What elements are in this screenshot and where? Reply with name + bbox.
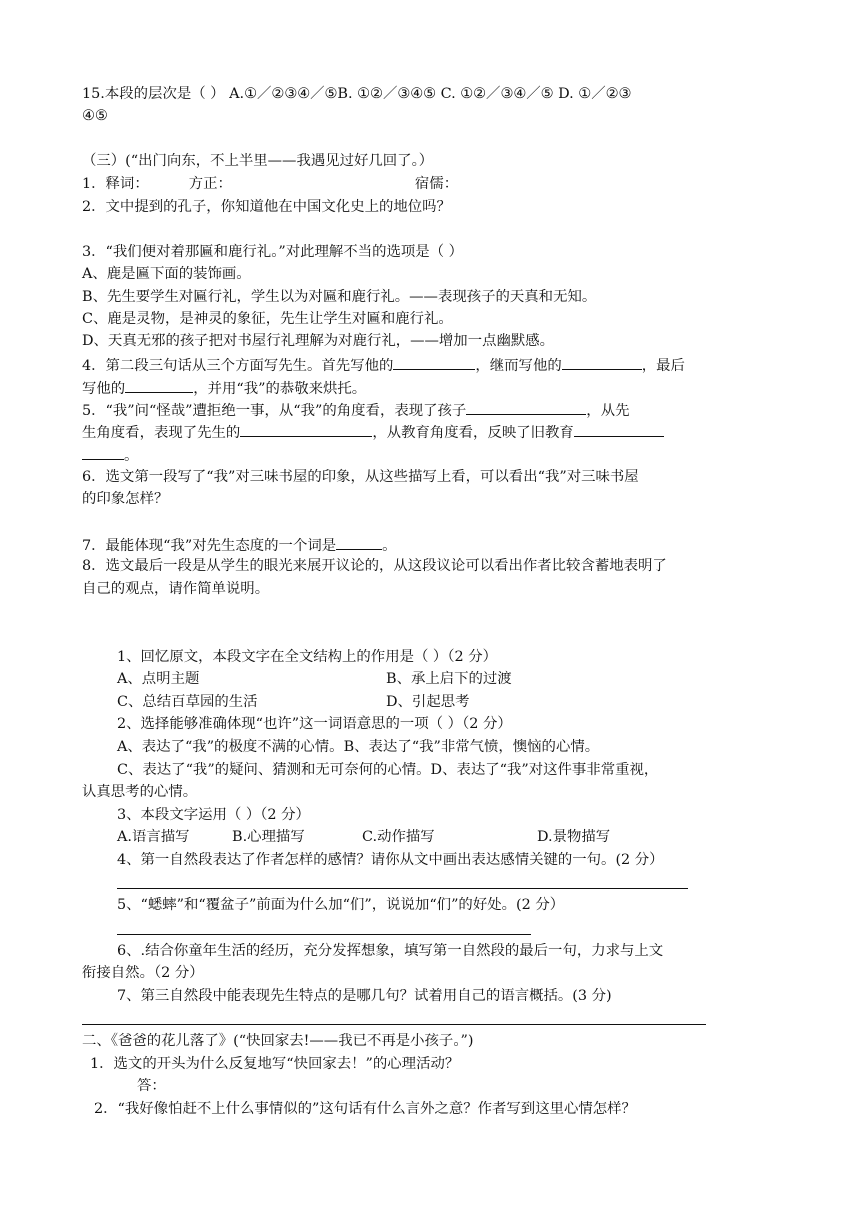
sb-q2-opt-ab: A、表达了“我”的极度不满的心情。B、表达了“我”非常气愤，懊恼的心情。 (117, 739, 600, 755)
sb-q1-opt-d: D、引起思考 (386, 694, 470, 710)
section3-q4-line2 (82, 377, 366, 399)
sb-q2-opt-cd-line1: C、表达了“我”的疑问、猜测和无可奈何的心情。D、表达了“我”对这件事非常重视， (117, 762, 659, 778)
q4-text-a: 4．第二段三句话从三个方面写先生。首先写他的 (82, 358, 394, 374)
q4-blank-3[interactable] (125, 377, 193, 393)
section3-q6-line2: 的印象怎样？ (82, 491, 169, 507)
section3-q4-line1 (82, 354, 685, 376)
q5-blank-2[interactable] (240, 421, 372, 437)
q5-text-c: 生角度看，表现了先生的 (82, 425, 241, 441)
q1-label: 1．释词： (82, 176, 149, 192)
q5-blank-1[interactable] (466, 399, 586, 415)
q1-term1: 方正： (188, 176, 232, 192)
sb-q1-opt-a: A、点明主题 (117, 671, 200, 687)
section2-q2: 2．“我好像怕赶不上什么事情似的”这句话有什么言外之意？作者写到这里心情怎样？ (94, 1101, 636, 1117)
q3-option-d: D、天真无邪的孩子把对书屋行礼理解为对鹿行礼，——增加一点幽默感。 (82, 333, 555, 349)
q5-text-a: 5．“我”问“怪哉”遭拒绝一事，从“我”的角度看，表现了孩子 (82, 403, 467, 419)
section3-q2: 2．文中提到的孔子，你知道他在中国文化史上的地位吗？ (82, 199, 451, 215)
q5-text-e: 。 (124, 448, 139, 464)
sb-q3: 3、本段文字运用（ ）（2 分） (117, 807, 310, 823)
section3-q3: 3．“我们便对着那匾和鹿行礼。”对此理解不当的选项是（ ） (82, 244, 464, 260)
q15-line1: 15.本段的层次是（ ） A.①／②③④／⑤B. ①②／③④⑤ C. ①②／③④／⑤ D. ①／②③ (82, 86, 632, 102)
q5-blank-3-cont[interactable] (82, 444, 124, 460)
sb-q1: 1、回忆原文，本段文字在全文结构上的作用是（ ）（2 分） (117, 649, 498, 665)
section3-q8-line1: 8．选文最后一段是从学生的眼光来展开议论的，从这段议论可以看出作者比较含蓄地表明了 (82, 558, 667, 574)
section3-q1 (82, 174, 458, 194)
sb-q2-opt-cd-line2: 认真思考的心情。 (82, 784, 198, 800)
sb-q6-line1: 6、.结合你童年生活的经历，充分发挥想象，填写第一自然段的最后一句，力求与上文 (117, 943, 664, 959)
q4-text-e: ，并用“我”的恭敬来烘托。 (193, 381, 367, 397)
sb-q7: 7、第三自然段中能表现先生特点的是哪几句？试着用自己的语言概括。(3 分) (117, 988, 612, 1004)
sb-q7-answer-line[interactable] (82, 1024, 706, 1025)
section3-q8-line2: 自己的观点，请作简单说明。 (82, 581, 270, 597)
sb-q2: 2、选择能够准确体现“也许”这一词语意思的一项（ ）（2 分） (117, 716, 512, 732)
section3-q5-line1 (82, 399, 629, 421)
section3-q7 (82, 534, 397, 556)
q3-option-b: B、先生要学生对匾行礼，学生以为对匾和鹿行礼。——表现孩子的天真和无知。 (82, 289, 597, 305)
section3-q5-line3 (82, 444, 138, 466)
q1-term2: 宿儒： (414, 176, 459, 192)
q4-blank-1[interactable] (393, 354, 475, 370)
sb-q6-line2: 衔接自然。（2 分） (82, 965, 204, 981)
section2-heading: 二、《爸爸的花儿落了》(“快回家去!——我已不再是小孩子。”) (82, 1033, 474, 1049)
q7-blank[interactable] (336, 534, 382, 550)
q4-text-c: ，最后 (641, 358, 685, 374)
q4-blank-2[interactable] (562, 354, 642, 370)
section3-q5-line2 (82, 421, 664, 443)
q7-text-b: 。 (382, 538, 397, 554)
sb-q5-answer-line[interactable] (117, 934, 531, 935)
q5-text-d: ，从教育角度看，反映了旧教育 (372, 425, 574, 441)
sb-q1-opt-c: C、总结百草园的生活 (117, 694, 258, 710)
q4-text-d: 写他的 (82, 381, 126, 397)
sb-q3-opt-d: D.景物描写 (537, 829, 611, 845)
sb-q1-opt-b: B、承上启下的过渡 (386, 671, 512, 687)
sb-q3-opt-c: C.动作描写 (362, 829, 435, 845)
q5-text-b: ，从先 (586, 403, 630, 419)
q3-option-c: C、鹿是灵物，是神灵的象征，先生让学生对匾和鹿行礼。 (82, 311, 453, 327)
q7-text-a: 7．最能体现“我”对先生态度的一个词是 (82, 538, 337, 554)
sb-q4: 4、第一自然段表达了作者怎样的感情？请你从文中画出表达感情关键的一句。(2 分） (117, 852, 664, 868)
q3-option-a: A、鹿是匾下面的装饰画。 (82, 266, 251, 282)
sb-q4-answer-line[interactable] (117, 888, 688, 889)
section2-answer-label: 答： (137, 1078, 166, 1094)
section3-heading: （三）(“出门向东，不上半里——我遇见过好几回了。） (82, 153, 434, 169)
section2-q1: 1．选文的开头为什么反复地写“快回家去！”的心理活动？ (90, 1056, 460, 1072)
q4-text-b: ，继而写他的 (475, 358, 562, 374)
section3-q6-line1: 6．选文第一段写了“我”对三味书屋的印象，从这些描写上看，可以看出“我”对三味书屋 (82, 469, 639, 485)
sb-q3-opt-a: A.语言描写 (117, 829, 190, 845)
sb-q3-opt-b: B.心理描写 (232, 829, 305, 845)
q5-blank-3[interactable] (574, 421, 664, 437)
sb-q5: 5、“蟋蟀”和“覆盆子”前面为什么加“们”，说说加“们”的好处。(2 分） (117, 897, 565, 913)
q15-line2: ④⑤ (82, 108, 108, 124)
